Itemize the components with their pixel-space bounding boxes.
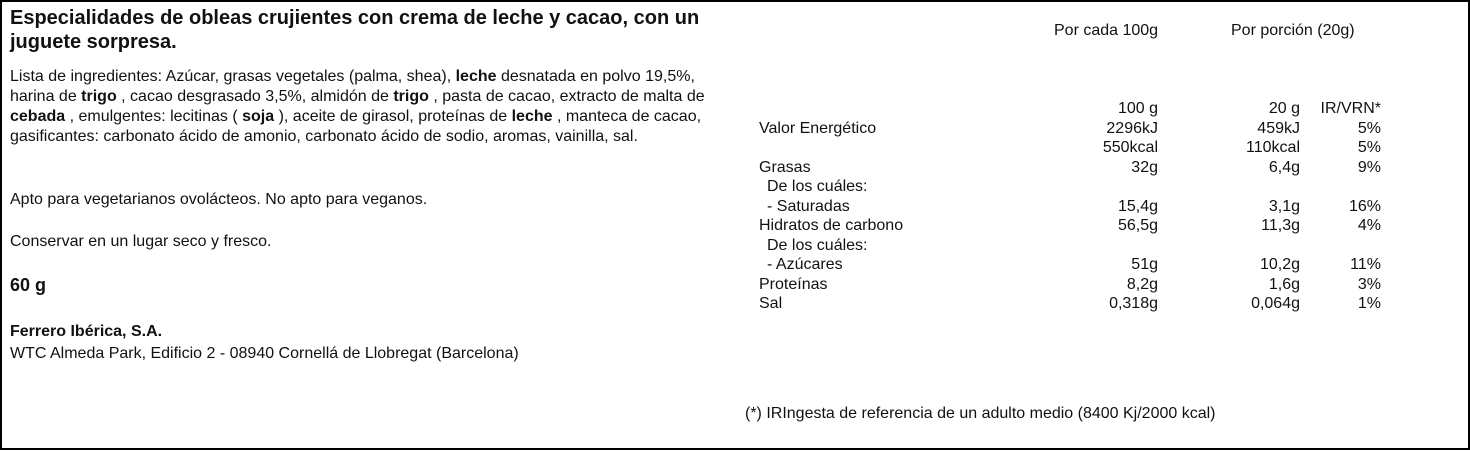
value-per-portion: 6,4g [1268, 158, 1300, 176]
value-vrn: 16% [1348, 197, 1381, 215]
value-per-portion: 20 g [1268, 100, 1300, 117]
value-vrn: 5% [1357, 139, 1381, 156]
footnote: (*) IRIngesta de referencia de un adulto medio (8400 Kj/2000 kcal) [745, 405, 1216, 422]
nutrient-label: Sal [759, 295, 783, 312]
allergen-text: cebada [10, 108, 66, 125]
nutrient-label: - Saturadas [767, 197, 850, 215]
storage-note: Conservar en un lugar seco y fresco. [10, 233, 272, 250]
nutrient-label: - Azúcares [767, 256, 843, 273]
allergen-text: soja [242, 108, 275, 125]
nutrition-row [2, 236, 1470, 256]
company-address: WTC Almeda Park, Edificio 2 - 08940 Cornellá de Llobregat (Barcelona) [10, 345, 519, 362]
allergen-text: leche [455, 68, 497, 85]
value-vrn: 5% [1357, 119, 1381, 137]
value-vrn: IR/VRN* [1320, 100, 1381, 117]
header-per-100g: Por cada 100g [1054, 22, 1159, 39]
nutrient-label: Proteínas [759, 275, 828, 293]
value-per-portion: 11,3g [1261, 217, 1300, 234]
value-vrn: 3% [1357, 275, 1381, 293]
value-per-portion: 0,064g [1251, 295, 1300, 312]
value-per-100g: 100 g [1117, 100, 1158, 117]
product-title: Especialidades de obleas crujientes con crema de leche y cacao, con un juguete sorpresa. [10, 7, 700, 53]
ingredient-text: , pasta de cacao, extracto de malta de [428, 88, 705, 105]
value-per-100g: 51g [1131, 256, 1158, 273]
nutrient-label: Grasas [759, 158, 811, 176]
value-vrn: 9% [1357, 158, 1381, 176]
value-per-portion: 10,2g [1259, 256, 1300, 273]
nutrient-label: Hidratos de carbono [759, 217, 904, 234]
nutrition-row [2, 216, 1470, 236]
nutrition-row [2, 255, 1470, 275]
value-per-100g: 15,4g [1117, 197, 1158, 215]
value-per-portion: 1,6g [1268, 275, 1300, 293]
allergen-text: leche [511, 108, 553, 125]
allergen-text: trigo [393, 88, 429, 105]
value-per-100g: 550kcal [1102, 139, 1158, 156]
nutrition-row [2, 138, 1470, 158]
ingredient-text: Lista de ingredientes: Azúcar, grasas vegetales (palma, shea), [10, 68, 456, 85]
nutrition-row [2, 275, 1470, 295]
nutrition-row [2, 158, 1470, 178]
value-vrn: 11% [1350, 256, 1381, 273]
ingredient-text: , cacao desgrasado 3,5%, almidón de [116, 88, 394, 105]
ingredient-text: desnatada en polvo 19,5%, harina de [10, 68, 695, 105]
value-vrn: 1% [1357, 295, 1381, 312]
ingredient-text: , manteca de cacao, gasificantes: carbonato ácido de amonio, carbonato ácido de sodio, aromas, vainilla, sal. [10, 108, 702, 145]
header-per-portion: Por porción (20g) [1231, 22, 1355, 39]
value-per-100g: 8,2g [1126, 275, 1158, 293]
value-per-portion: 459kJ [1257, 119, 1300, 137]
value-per-portion: 110kcal [1246, 139, 1300, 156]
diet-note: Apto para vegetarianos ovolácteos. No apto para veganos. [10, 191, 428, 208]
value-per-100g: 32g [1131, 158, 1158, 176]
value-per-portion: 3,1g [1268, 197, 1300, 215]
nutrient-label: Valor Energético [759, 119, 877, 137]
nutrition-row [2, 294, 1470, 314]
nutrition-row [2, 177, 1470, 197]
nutrition-row [2, 197, 1470, 217]
nutrient-label: De los cuáles: [767, 178, 868, 195]
value-per-100g: 56,5g [1117, 217, 1158, 234]
ingredient-text: , emulgentes: lecitinas ( [65, 108, 243, 125]
value-vrn: 4% [1357, 217, 1381, 234]
value-per-100g: 0,318g [1109, 295, 1158, 312]
net-weight: 60 g [10, 275, 47, 295]
nutrient-label: De los cuáles: [767, 236, 868, 254]
nutrition-table [2, 2, 1470, 452]
nutrition-row [2, 99, 1470, 119]
company-name: Ferrero Ibérica, S.A. [10, 323, 163, 340]
ingredient-text: ), aceite de girasol, proteínas de [274, 108, 512, 125]
allergen-text: trigo [81, 88, 117, 105]
value-per-100g: 2296kJ [1106, 119, 1158, 137]
nutrition-row [2, 119, 1470, 139]
